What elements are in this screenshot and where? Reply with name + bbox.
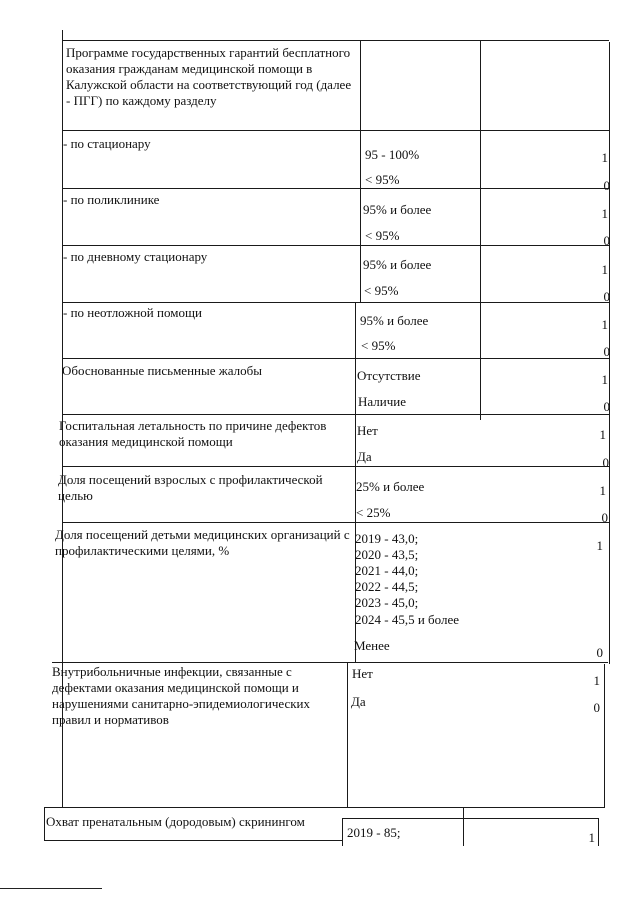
year-target: 2023 - 45,0; <box>355 595 419 610</box>
option-value: 95% и более <box>363 202 432 217</box>
option-value: < 95% <box>365 172 400 187</box>
score-value: 1 <box>601 206 608 221</box>
grid-line <box>347 662 348 808</box>
score-value: 0 <box>603 399 610 414</box>
grid-line <box>44 840 342 841</box>
score-value: 0 <box>593 700 600 715</box>
score-value: 1 <box>601 317 608 332</box>
grid-line <box>52 662 608 663</box>
option-value: Отсутствие <box>357 368 421 383</box>
row-label: - по стационару <box>63 136 151 151</box>
year-target: 2024 - 45,5 и более <box>355 612 460 627</box>
row-label: Обоснованные письменные жалобы <box>62 363 262 378</box>
score-value: 0 <box>603 233 610 248</box>
grid-line <box>598 818 599 846</box>
score-value: 1 <box>593 673 600 688</box>
option-value: < 25% <box>356 505 391 520</box>
score-value: 0 <box>596 645 603 660</box>
year-target: 2022 - 44,5; <box>355 579 419 594</box>
option-value: Да <box>357 449 372 464</box>
year-target: 2021 - 44,0; <box>355 563 419 578</box>
footnote-separator <box>0 888 102 889</box>
grid-line <box>342 818 343 846</box>
option-value: Нет <box>352 666 373 681</box>
option-value: Да <box>351 694 366 709</box>
grid-line <box>62 414 609 415</box>
option-value: Менее <box>354 638 390 653</box>
row-label: Внутрибольничные инфекции, связанные с дефектами оказания медицинской помощи и нарушениями санитарно-эпидемиологических правил и нормативов <box>52 664 311 727</box>
grid-line <box>360 40 361 302</box>
option-value: 2019 - 85; <box>347 825 401 840</box>
grid-line <box>62 522 609 523</box>
year-target: 2019 - 43,0; <box>355 531 419 546</box>
grid-line <box>342 818 598 819</box>
option-value: 95% и более <box>360 313 429 328</box>
option-value: Наличие <box>358 394 406 409</box>
option-value: < 95% <box>361 338 396 353</box>
row-label: - по поликлинике <box>63 192 160 207</box>
option-value: 25% и более <box>356 479 425 494</box>
grid-line <box>62 40 609 41</box>
score-value: 1 <box>596 538 603 553</box>
option-value: < 95% <box>364 283 399 298</box>
score-value: 1 <box>601 372 608 387</box>
grid-line <box>62 188 609 189</box>
grid-line <box>62 245 609 246</box>
option-value: 95% и более <box>363 257 432 272</box>
row-label: Доля посещений взрослых с профилактической целью <box>58 472 323 503</box>
grid-line <box>62 302 609 303</box>
row-label: - по неотложной помощи <box>63 305 202 320</box>
score-value: 0 <box>603 344 610 359</box>
row-label: Госпитальная летальность по причине дефектов оказания медицинской помощи <box>59 418 327 449</box>
year-target: 2020 - 43,5; <box>355 547 419 562</box>
grid-line <box>62 130 609 131</box>
option-value: < 95% <box>365 228 400 243</box>
score-value: 0 <box>603 289 610 304</box>
score-value: 1 <box>599 483 606 498</box>
row-label: - по дневному стационару <box>63 249 208 264</box>
row-label: Доля посещений детьми медицинских организаций с профилактическими целями, % <box>55 527 350 558</box>
score-value: 0 <box>603 178 610 193</box>
score-value: 0 <box>602 455 609 470</box>
grid-line <box>604 664 605 808</box>
score-value: 1 <box>599 427 606 442</box>
grid-line <box>463 808 464 846</box>
option-value: 95 - 100% <box>365 147 420 162</box>
option-value: Нет <box>357 423 378 438</box>
grid-line <box>44 807 45 840</box>
grid-line <box>44 807 605 808</box>
score-value: 0 <box>601 510 608 525</box>
grid-line <box>62 466 609 467</box>
score-value: 1 <box>601 262 608 277</box>
score-value: 1 <box>601 150 608 165</box>
grid-line <box>62 358 609 359</box>
pgg-intro-text: Программе государственных гарантий бесплатного оказания гражданам медицинской помощи в Калужской области на соответствующий год (далее - ПГГ) по каждому разделу <box>66 45 352 108</box>
score-value: 1 <box>588 830 595 845</box>
grid-line <box>480 40 481 420</box>
row-label: Охват пренатальным (дородовым) скринингом <box>46 814 305 829</box>
